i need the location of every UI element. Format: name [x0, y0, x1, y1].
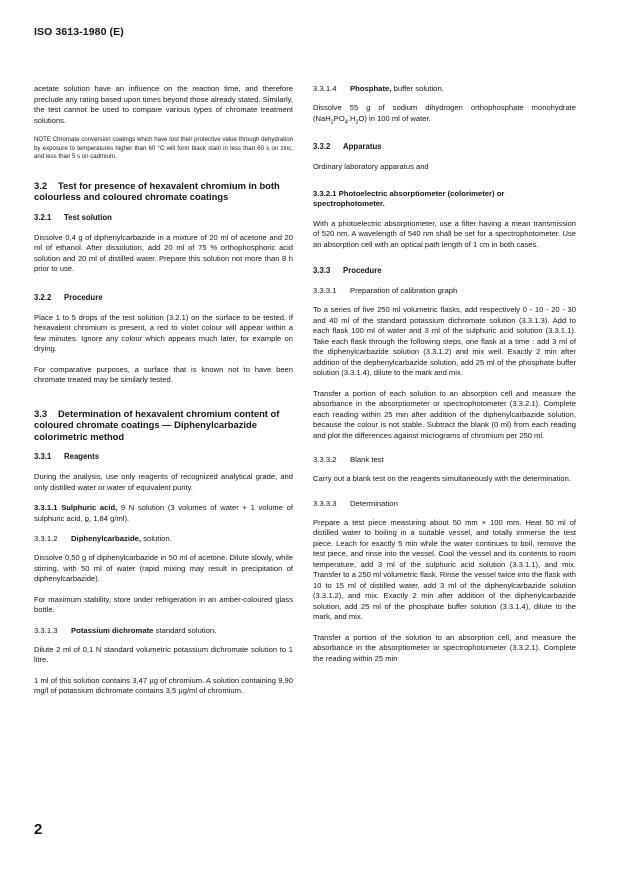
- paragraph: To a series of five 250 ml volumetric flasks, add respectively 0 - 10 - 20 - 30 and 40 ml of the standard potassium dichromate solution (3.3.1.3). Add to each flask 100 ml of water and 3 ml of the sulphuric acid solution (3.3.1.1). Take each flask through the following steps, one flask at a time : add 3 ml of the diphenylcarbazide solution (3.3.1.2) and mix well. Exactly 2 min after addition of the dephenylcarbazide solution, add 25 ml of the phosphate buffer solution (3.3.1.4), dilute to the mark and mix.: [313, 305, 576, 377]
- paragraph: Carry out a blank test on the reagents simultaneously with the determination.: [313, 474, 571, 483]
- document-header: ISO 3613-1980 (E): [34, 26, 124, 38]
- section-number: 3.3.3.1: [313, 286, 337, 295]
- section-number: 3.3.3.3: [313, 498, 337, 508]
- paragraph: Dissolve 0,4 g of diphenylcarbazide in a mixture of 20 ml of acetone and 20 ml of ethanol. After dissolution, add 20 ml of 75 % orthophosphoric acid solution and 20 ml of distilled water. Prepare this solution not more than 8 h prior to use.: [34, 232, 293, 274]
- section-number: 3.3.1: [34, 452, 52, 462]
- text-run: .H: [347, 113, 356, 123]
- section-number: 3.3.2: [313, 142, 331, 151]
- procedure-heading-3-3-3-3: [313, 499, 576, 509]
- reagent-heading-3-3-1-4: [313, 84, 576, 94]
- section-heading-3-3: [34, 408, 293, 443]
- reagent-heading-3-3-1-2: [34, 534, 293, 544]
- section-number: 3.3: [34, 407, 48, 419]
- reagent-kind: buffer solution.: [393, 84, 444, 93]
- section-title: Procedure: [343, 266, 382, 275]
- apparatus-heading-3-3-2-1: [313, 189, 576, 210]
- paragraph: During the analysis, use only reagents of recognized analytical grade, and only distilled water or water of equivalent purity.: [34, 472, 293, 492]
- procedure-heading-3-3-3-1: [313, 286, 576, 296]
- text-run: PO: [333, 113, 345, 123]
- section-title: Determination of hexavalent chromium content of coloured chromate coatings — Diphenylcarbazide colorimetric method: [34, 407, 280, 442]
- subsection-heading-3-3-3: [313, 266, 576, 276]
- section-title: Procedure: [64, 292, 103, 302]
- section-number: 3.3.1.1: [34, 503, 58, 513]
- section-heading-3-2: [34, 180, 293, 203]
- reagent-heading-3-3-1-3: [34, 626, 293, 636]
- procedure-title: Preparation of calibration graph: [350, 286, 458, 295]
- reagent-name: Sulphuric acid,: [61, 503, 118, 513]
- reagent-name: Potassium dichromate: [71, 625, 154, 635]
- left-column: [34, 84, 293, 707]
- paragraph: [313, 103, 576, 124]
- paragraph: acetate solution have an influence on the reaction time, and therefore preclude any rating based upon times beyond those already stated. Similarly, the test cannot be used to compare various types of chromate treatment solutions.: [34, 84, 293, 125]
- paragraph: For maximum stability, store under refrigeration in an amber-coloured glass bottle.: [34, 594, 293, 615]
- section-title: Test solution: [64, 212, 112, 222]
- section-number: 3.3.1.3: [34, 625, 58, 635]
- procedure-title: Blank test: [350, 455, 384, 464]
- subsection-heading-3-3-2: [313, 142, 576, 152]
- section-number: 3.3.2.1: [313, 188, 337, 198]
- reagent-kind: solution.: [143, 534, 172, 544]
- reagent-kind: standard solution.: [155, 625, 217, 635]
- paragraph: Prepare a test piece measuring about 50 mm × 100 mm. Heat 50 ml of distilled water to boiling in a suitable vessel, and totally immerse the test piece. Leach for exactly 5 min while the water continues to boil, remove the test piece, and rinse into the vessel. Cool the vessel and its contents to room temperature, add 3 ml of the sulphuric acid solution (3.3.1.1), and mix. Transfer to a 250 ml volumetric flask. Rinse the vessel twice into the flask with 10 to 15 ml of distilled water, add 3 ml of the diphenylcarbazide solution (3.3.1.2), and mix. Exactly 2 min after addition of the diphenylcarbazide solution, add 25 ml of the phosphate buffer solution (3.3.1.4), dilute to the mark, and mix.: [313, 517, 576, 621]
- note: NOTE Chromate conversion coatings which have lost their protective value through dehydration by exposure to temperatures higher than 60 °C will form black stain in less than 60 s on zinc, and less than 5 s on cadmium.: [34, 136, 293, 161]
- subscript: 2: [330, 119, 334, 126]
- section-title: Test for presence of hexavalent chromium in both colourless and coloured chromate coatings: [34, 179, 280, 203]
- reagent-name: Diphenylcarbazide,: [71, 534, 142, 544]
- paragraph: Dilute 2 ml of 0,1 N standard volumetric potassium dichromate solution to 1 litre.: [34, 644, 293, 665]
- paragraph: Ordinary laboratory apparatus and: [313, 162, 429, 171]
- reagent-3-3-1-1: [34, 503, 293, 524]
- subscript: 2: [355, 119, 359, 126]
- paragraph: 1 ml of this solution contains 3,47 µg of chromium. A solution containing 9,90 mg/l of potassium dichromate contains 3,5 µg/ml of chromium.: [34, 675, 293, 696]
- section-number: 3.3.3: [313, 266, 331, 275]
- section-number: 3.2: [34, 179, 48, 191]
- paragraph: Transfer a portion of the solution to an absorption cell, and measure the absorbance in the absorptiometer or spectrophotometer (3.3.2.1). Complete the reading within 25 min: [313, 632, 576, 663]
- paragraph: For comparative purposes, a surface that is known not to have been chromate treated may be similarly tested.: [34, 364, 293, 385]
- subscript: 4: [344, 119, 348, 126]
- section-number: 3.2.2: [34, 292, 52, 302]
- subsection-heading-3-2-1: [34, 213, 293, 223]
- text-run: Dissolve 55 g of sodium dihydrogen orthophosphate monohydrate (NaH: [313, 103, 576, 123]
- page-number: 2: [34, 821, 43, 838]
- section-number: 3.3.3.2: [313, 455, 337, 464]
- paragraph: Dissolve 0,50 g of diphenylcarbazide in 50 ml of acetone. Dilute slowly, while stirring, with 50 ml of water (rapid mixing may result in precipitation of diphenylcarbazide).: [34, 553, 293, 584]
- section-title: Reagents: [64, 452, 100, 462]
- section-number: 3.3.1.2: [34, 534, 58, 544]
- reagent-description: 9 N solution (3 volumes of water + 1 volume of sulphuric acid, ϱ, 1,84 g/ml).: [34, 503, 293, 523]
- right-column: [313, 84, 576, 674]
- procedure-heading-3-3-3-2: [313, 455, 576, 465]
- paragraph: Transfer a portion of each solution to an absorption cell and measure the absorbance in the absorptiometer or spectrophotometer (3.3.2.1). Complete each reading within 25 min after addition of the diphenylcarbazide solution, because the colour is not stable. Subtract the blank (0 ml) from each reading and plot the differences against micrograms of chromium per 250 ml.: [313, 388, 576, 440]
- section-number: 3.3.1.4: [313, 84, 337, 93]
- subsection-heading-3-2-2: [34, 293, 293, 303]
- reagent-name: Phosphate,: [350, 84, 392, 93]
- section-title: Apparatus: [343, 142, 382, 151]
- paragraph: With a photoelectric absorptiometer, use a filter having a mean transmission of 520 nm. A wavelength of 540 nm shall be set for a spectrophotometer. Use an absorption cell with an optical path length of 1 cm in both cases.: [313, 218, 576, 249]
- apparatus-name: Photoelectric absorptiometer (colorimeter) or spectrophotometer.: [313, 188, 505, 208]
- paragraph: Place 1 to 5 drops of the test solution (3.2.1) on the surface to be tested. If hexavalent chromium is present, a red to violet colour will appear within a few minutes. Ignore any colour which appears much later, for example on drying.: [34, 312, 293, 354]
- procedure-title: Determination: [350, 498, 398, 508]
- text-run: O) in 100 ml of water.: [358, 113, 431, 123]
- subsection-heading-3-3-1: [34, 452, 293, 462]
- section-number: 3.2.1: [34, 212, 52, 222]
